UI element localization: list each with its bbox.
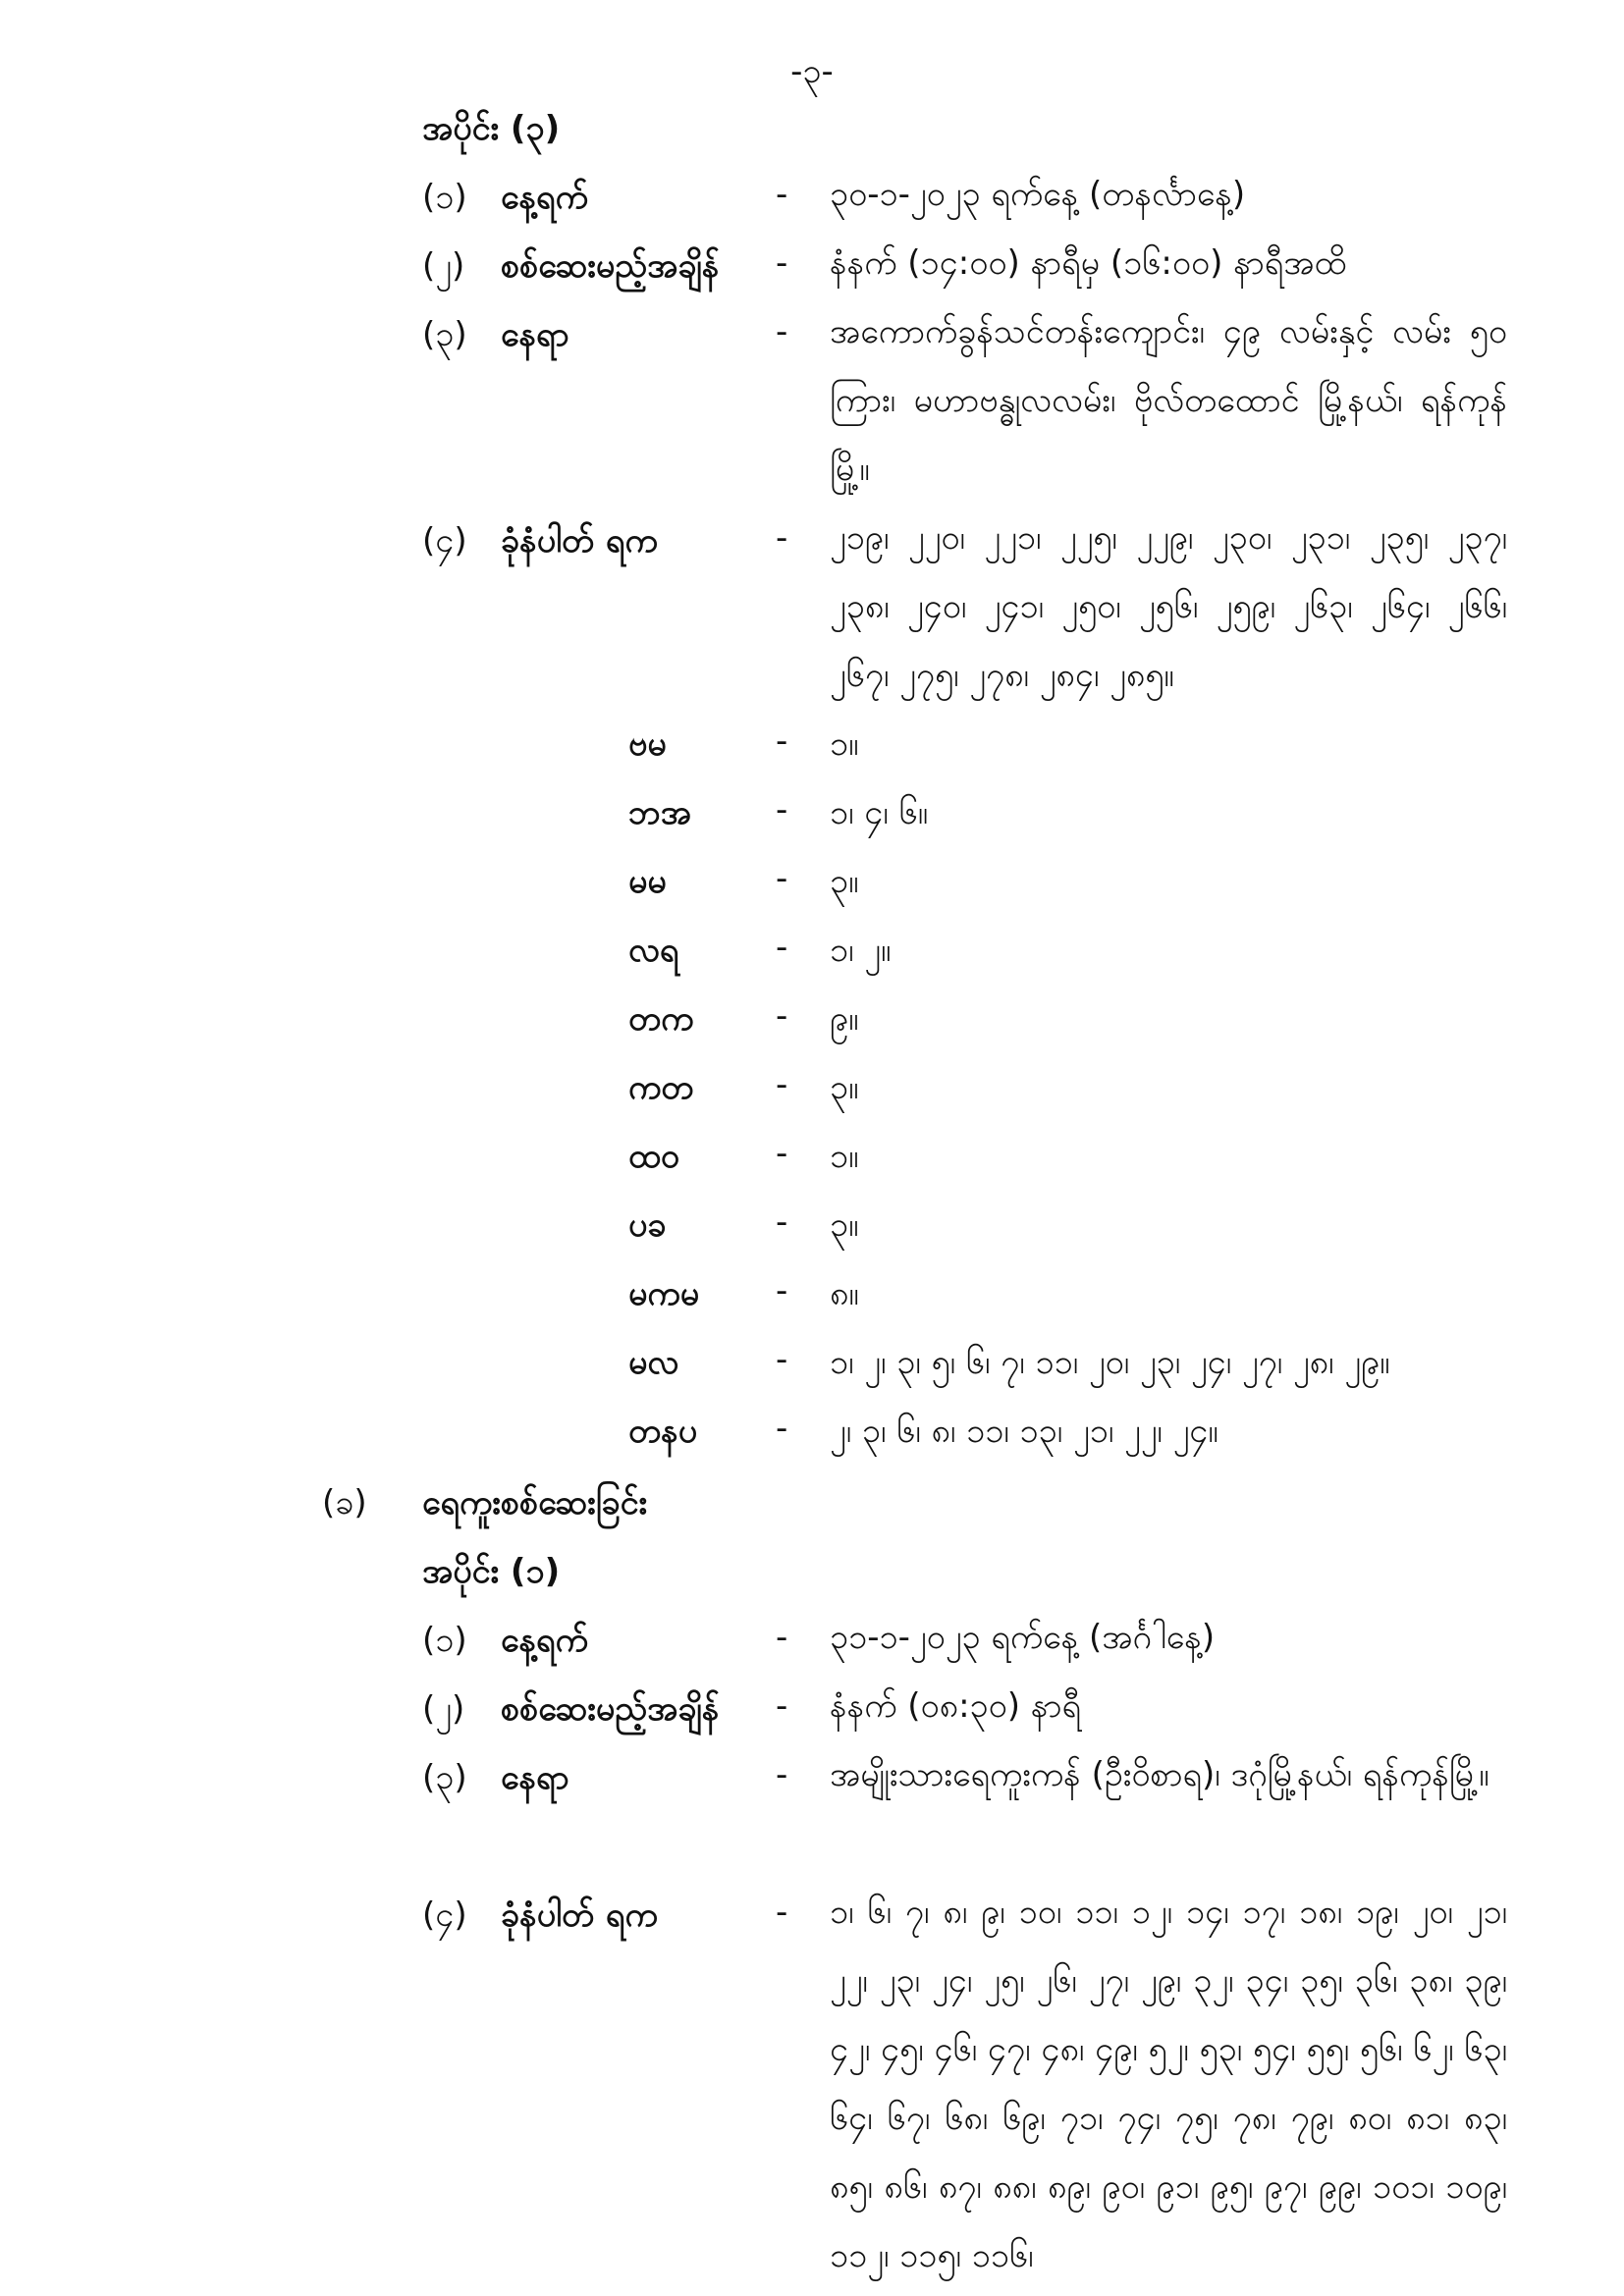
sub-value: ၁၊ ၄၊ ၆။ <box>830 793 929 832</box>
item-value: ၃၁-၁-၂၀၂၃ ရက်နေ့ (အင်္ဂါနေ့) <box>830 1618 1216 1657</box>
sub-dash: - <box>776 790 788 829</box>
sub-dash: - <box>776 996 788 1036</box>
sub-label: ထဝ <box>628 1137 679 1176</box>
item-value: အကောက်ခွန်သင်တန်းကျောင်း၊ ၄၉ လမ်းနှင့် လမ်း ၅၀ ကြား၊ မဟာဗန္ဓုလလမ်း၊ ဗိုလ်တထောင် မြို့နယ်၊ ရန်ကုန်မြို့။ <box>830 312 1507 489</box>
item-value: နံနက် (၀၈:၃၀) နာရီ <box>830 1686 1081 1726</box>
item-number: (၁) <box>422 178 467 217</box>
part1-heading: အပိုင်း (၁) <box>422 1552 561 1591</box>
sub-value: ၁။ <box>830 1137 859 1176</box>
sub-value: ၈။ <box>830 1274 859 1313</box>
sub-value: ၁။ <box>830 724 859 764</box>
section-marker: (ခ) <box>322 1483 367 1522</box>
item-number: (၄) <box>422 1896 467 1935</box>
sub-label: မလ <box>628 1343 679 1382</box>
item-value: ၂၁၉၊ ၂၂၀၊ ၂၂၁၊ ၂၂၅၊ ၂၂၉၊ ၂၃၀၊ ၂၃၁၊ ၂၃၅၊ ၂၃၇၊ ၂၃၈၊ ၂၄၀၊ ၂၄၁၊ ၂၅၀၊ ၂၅၆၊ ၂၅၉၊ ၂၆၃၊ ၂၆၄၊ ၂၆၆၊ ၂၆၇၊ ၂၇၅၊ ၂၇၈၊ ၂၈၄၊ ၂၈၅။ <box>830 518 1507 695</box>
sub-label: မမ <box>628 862 667 901</box>
item-label: ခုံနံပါတ် ရက <box>501 521 658 561</box>
sub-label: တက <box>628 999 694 1039</box>
sub-value: ၁၊ ၂။ <box>830 931 892 970</box>
item-dash: - <box>776 518 788 558</box>
item-dash: - <box>776 243 788 283</box>
item-value: အမျိုးသားရေကူးကန် (ဦးဝိစာရ)၊ ဒဂုံမြို့နယ်၊ ရန်ကုန်မြို့။ <box>830 1755 1489 1794</box>
item-number: (၂) <box>422 246 465 286</box>
sub-dash: - <box>776 721 788 761</box>
item-number: (၂) <box>422 1689 465 1729</box>
sub-value: ၁၊ ၂၊ ၃၊ ၅၊ ၆၊ ၇၊ ၁၁၊ ၂၀၊ ၂၃၊ ၂၄၊ ၂၇၊ ၂၈၊ ၂၉။ <box>830 1343 1390 1382</box>
item-label: နေရာ <box>501 1758 569 1797</box>
item-value: ၃၀-၁-၂၀၂၃ ရက်နေ့ (တနင်္လာနေ့) <box>830 175 1246 214</box>
item-number: (၁) <box>422 1621 467 1660</box>
sub-dash: - <box>776 928 788 967</box>
item-label: နေ့ရက် <box>501 1621 588 1660</box>
page-number: -၃- <box>790 52 834 91</box>
sub-dash: - <box>776 1202 788 1242</box>
item-number: (၃) <box>422 315 467 354</box>
item-label: နေ့ရက် <box>501 178 588 217</box>
item-dash: - <box>776 1686 788 1726</box>
section-title: ရေကူးစစ်ဆေးခြင်း <box>422 1483 648 1522</box>
sub-dash: - <box>776 1409 788 1448</box>
sub-dash: - <box>776 859 788 898</box>
item-dash: - <box>776 1618 788 1657</box>
sub-value: ၃။ <box>830 1068 859 1107</box>
item-number: (၄) <box>422 521 467 561</box>
sub-dash: - <box>776 1271 788 1310</box>
sub-value: ၃။ <box>830 1205 859 1245</box>
item-dash: - <box>776 175 788 214</box>
sub-label: မကမ <box>628 1274 700 1313</box>
sub-label: လရ <box>628 931 679 970</box>
sub-label: ဗမ <box>628 724 667 764</box>
sub-label: ပခ <box>628 1205 667 1245</box>
sub-label: တနပ <box>628 1412 698 1451</box>
item-dash: - <box>776 1893 788 1932</box>
item-value: ၁၊ ၆၊ ၇၊ ၈၊ ၉၊ ၁၀၊ ၁၁၊ ၁၂၊ ၁၄၊ ၁၇၊ ၁၈၊ ၁၉၊ ၂၀၊ ၂၁၊ ၂၂၊ ၂၃၊ ၂၄၊ ၂၅၊ ၂၆၊ ၂၇၊ ၂၉၊ ၃၂၊ ၃၄၊ ၃၅၊ ၃၆၊ ၃၈၊ ၃၉၊ ၄၂၊ ၄၅၊ ၄၆၊ ၄၇၊ ၄၈၊ ၄၉၊ ၅၂၊ ၅၃၊ ၅၄၊ ၅၅၊ ၅၆၊ ၆၂၊ ၆၃၊ ၆၄၊ ၆၇၊ ၆၈၊ ၆၉၊ ၇၁၊ ၇၄၊ ၇၅၊ ၇၈၊ ၇၉၊ ၈၀၊ ၈၁၊ ၈၃၊ ၈၅၊ ၈၆၊ ၈၇၊ ၈၈၊ ၈၉၊ ၉၀၊ ၉၁၊ ၉၅၊ ၉၇၊ ၉၉၊ ၁၀၁၊ ၁၀၉၊ ၁၁၂၊ ၁၁၅၊ ၁၁၆၊ <box>830 1893 1507 2275</box>
item-label: စစ်ဆေးမည့်အချိန် <box>501 1689 720 1729</box>
item-dash: - <box>776 1755 788 1794</box>
item-label: နေရာ <box>501 315 569 354</box>
item-number: (၃) <box>422 1758 467 1797</box>
part3-heading: အပိုင်း (၃) <box>422 109 561 148</box>
sub-value: ၉။ <box>830 999 859 1039</box>
item-label: စစ်ဆေးမည့်အချိန် <box>501 246 720 286</box>
sub-dash: - <box>776 1340 788 1379</box>
sub-label: ဘအ <box>628 793 691 832</box>
sub-label: ကတ <box>628 1068 694 1107</box>
sub-value: ၂၊ ၃၊ ၆၊ ၈၊ ၁၁၊ ၁၃၊ ၂၁၊ ၂၂၊ ၂၄။ <box>830 1412 1218 1451</box>
sub-value: ၃။ <box>830 862 859 901</box>
item-label: ခုံနံပါတ် ရက <box>501 1896 658 1935</box>
sub-dash: - <box>776 1065 788 1104</box>
item-value: နံနက် (၁၄:၀၀) နာရီမှ (၁၆:၀၀) နာရီအထိ <box>830 243 1347 283</box>
item-dash: - <box>776 312 788 351</box>
sub-dash: - <box>776 1134 788 1173</box>
